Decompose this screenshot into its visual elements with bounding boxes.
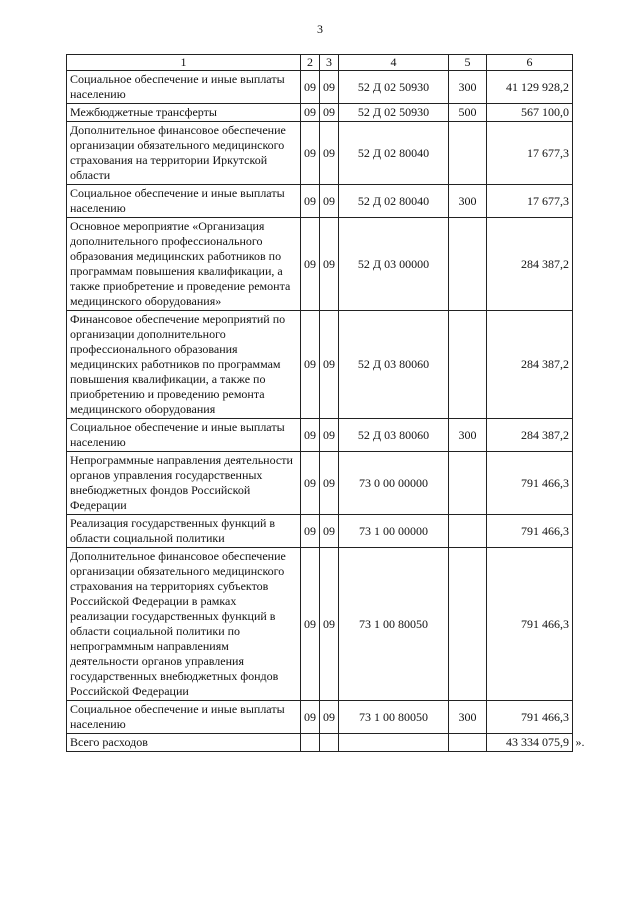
row-subsection: 09: [320, 122, 339, 185]
row-name: Реализация государственных функций в области социальной политики: [67, 515, 301, 548]
row-name: Финансовое обеспечение мероприятий по организации дополнительного профессионального образования медицинских работников по программам повышения квалификации, а также по приобретению и проведению ремонта медицинского оборудования: [67, 311, 301, 419]
row-target-code: 73 1 00 80050: [339, 701, 449, 734]
table-row: [67, 218, 573, 311]
row-target-code: 73 0 00 00000: [339, 452, 449, 515]
row-subsection: 09: [320, 701, 339, 734]
row-amount: 791 466,3: [487, 515, 573, 548]
row-expense-type: [449, 515, 487, 548]
row-target-code: 52 Д 03 80060: [339, 311, 449, 419]
row-target-code: 73 1 00 00000: [339, 515, 449, 548]
row-target-code: 52 Д 02 50930: [339, 71, 449, 104]
table-row: [67, 701, 573, 734]
row-expense-type: [449, 218, 487, 311]
total-label: Всего расходов: [67, 734, 301, 752]
row-subsection: 09: [320, 419, 339, 452]
row-name: Межбюджетные трансферты: [67, 104, 301, 122]
row-subsection: 09: [320, 311, 339, 419]
row-section: 09: [301, 71, 320, 104]
row-target-code: 73 1 00 80050: [339, 548, 449, 701]
row-amount: 791 466,3: [487, 548, 573, 701]
row-amount: 791 466,3: [487, 452, 573, 515]
row-expense-type: 500: [449, 104, 487, 122]
row-target-code: 52 Д 03 80060: [339, 419, 449, 452]
row-expense-type: [449, 122, 487, 185]
col-header: 4: [339, 55, 449, 71]
col-header: 5: [449, 55, 487, 71]
row-expense-type: 300: [449, 701, 487, 734]
col-header: 3: [320, 55, 339, 71]
row-section: 09: [301, 122, 320, 185]
row-expense-type: 300: [449, 419, 487, 452]
row-section: 09: [301, 104, 320, 122]
row-section: 09: [301, 701, 320, 734]
row-target-code: 52 Д 02 80040: [339, 185, 449, 218]
table-row: [67, 104, 573, 122]
row-section: 09: [301, 548, 320, 701]
row-section: 09: [301, 452, 320, 515]
row-name: Дополнительное финансовое обеспечение организации обязательного медицинского страхования на территориях субъектов Российской Федерации в рамках реализации государственных функций в области социальной политики по непрограммным направлениям деятельности органов управления государственных внебюджетных фондов Российской Федерации: [67, 548, 301, 701]
table-row: [67, 311, 573, 419]
col-header: 2: [301, 55, 320, 71]
col-header: 1: [67, 55, 301, 71]
page-number: 3: [317, 22, 323, 36]
row-section: 09: [301, 311, 320, 419]
row-section: 09: [301, 419, 320, 452]
table-row: [67, 419, 573, 452]
header-row: [67, 55, 573, 71]
empty-cell: [301, 734, 320, 752]
row-name: Дополнительное финансовое обеспечение организации обязательного медицинского страхования на территории Иркутской области: [67, 122, 301, 185]
total-amount: 43 334 075,9: [487, 734, 573, 752]
row-amount: 284 387,2: [487, 311, 573, 419]
row-expense-type: [449, 311, 487, 419]
row-amount: 284 387,2: [487, 218, 573, 311]
row-expense-type: [449, 548, 487, 701]
table-row: [67, 515, 573, 548]
row-name: Социальное обеспечение и иные выплаты населению: [67, 71, 301, 104]
row-section: 09: [301, 185, 320, 218]
empty-cell: [449, 734, 487, 752]
row-section: 09: [301, 515, 320, 548]
row-subsection: 09: [320, 71, 339, 104]
col-header: 6: [487, 55, 573, 71]
table-row: [67, 452, 573, 515]
row-amount: 41 129 928,2: [487, 71, 573, 104]
row-subsection: 09: [320, 548, 339, 701]
table-row: [67, 185, 573, 218]
row-name: Социальное обеспечение и иные выплаты населению: [67, 419, 301, 452]
row-subsection: 09: [320, 218, 339, 311]
total-row: [67, 734, 573, 752]
closing-quote: ».: [575, 735, 585, 749]
table-row: [67, 71, 573, 104]
row-amount: 17 677,3: [487, 185, 573, 218]
row-amount: 284 387,2: [487, 419, 573, 452]
row-subsection: 09: [320, 104, 339, 122]
empty-cell: [320, 734, 339, 752]
row-subsection: 09: [320, 515, 339, 548]
empty-cell: [339, 734, 449, 752]
row-name: Непрограммные направления деятельности органов управления государственных внебюджетных фондов Российской Федерации: [67, 452, 301, 515]
row-expense-type: 300: [449, 185, 487, 218]
row-name: Основное мероприятие «Организация дополнительного профессионального образования медицинских работников по программам повышения квалификации, а также приобретение и проведение ремонта медицинского оборудования»: [67, 218, 301, 311]
row-subsection: 09: [320, 185, 339, 218]
row-target-code: 52 Д 03 00000: [339, 218, 449, 311]
table-row: [67, 548, 573, 701]
row-amount: 567 100,0: [487, 104, 573, 122]
row-target-code: 52 Д 02 80040: [339, 122, 449, 185]
row-name: Социальное обеспечение и иные выплаты населению: [67, 185, 301, 218]
row-expense-type: 300: [449, 71, 487, 104]
row-section: 09: [301, 218, 320, 311]
budget-table: [66, 54, 573, 752]
table-row: [67, 122, 573, 185]
row-amount: 791 466,3: [487, 701, 573, 734]
row-expense-type: [449, 452, 487, 515]
row-amount: 17 677,3: [487, 122, 573, 185]
row-target-code: 52 Д 02 50930: [339, 104, 449, 122]
row-name: Социальное обеспечение и иные выплаты населению: [67, 701, 301, 734]
row-subsection: 09: [320, 452, 339, 515]
